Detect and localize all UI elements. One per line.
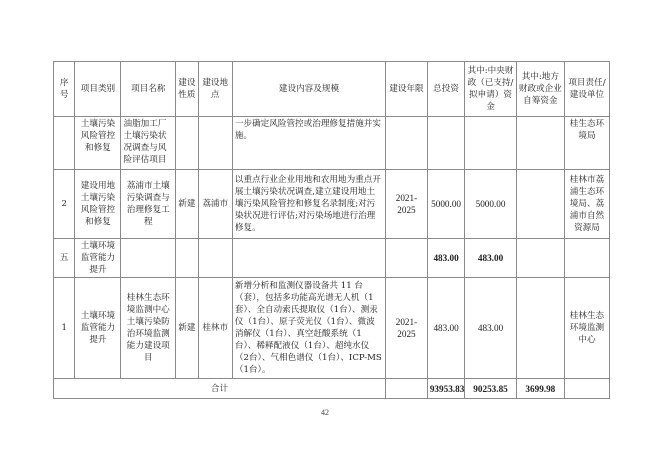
cell-period [386, 239, 428, 278]
cell-local [516, 170, 564, 239]
cell-local [516, 239, 564, 278]
cell-nature [176, 239, 198, 278]
cell-category: 建设用地土壤污染风险管控和修复 [75, 170, 121, 239]
cell-location [198, 117, 232, 170]
total-period [386, 379, 428, 399]
total-label: 合计 [54, 379, 386, 399]
table-row [54, 170, 610, 239]
cell-name: 油脂加工厂土壤污染状况调查与风险评估项目 [121, 117, 176, 170]
cell-unit: 桂林市荔浦生态环境局、荔浦市自然资源局 [564, 170, 609, 239]
cell-content: 新增分析和监测仪器设备共 11 台（套），包括多功能高光谱无人机（1套）、全自动索氏提取仪（1台）、测汞仪（1台）、原子荧光仪（1台）、微波消解仪（1台）、真空赶酸系统（1台）、稀释配液仪（1台）、超纯水仪（2台）、气相色谱仪（1台）、ICP-MS（1台）。 [232, 278, 385, 379]
table-row [54, 239, 610, 278]
header-unit: 项目责任/建设单位 [564, 62, 609, 117]
cell-local [516, 117, 564, 170]
total-central: 90253.85 [465, 379, 516, 399]
cell-nature [176, 117, 198, 170]
header-period: 建设年限 [386, 62, 428, 117]
total-unit [564, 379, 609, 399]
total-investment: 93953.83 [427, 379, 464, 399]
cell-total: 5000.00 [427, 170, 464, 239]
table-row [54, 278, 610, 379]
cell-category: 土壤污染风险管控和修复 [75, 117, 121, 170]
cell-central: 483.00 [465, 278, 516, 379]
cell-period: 2021-2025 [386, 278, 428, 379]
cell-location [198, 239, 232, 278]
cell-seq: 2 [54, 170, 75, 239]
cell-unit [564, 239, 609, 278]
table-header-row [54, 62, 610, 117]
cell-name [121, 239, 176, 278]
total-row [54, 379, 610, 399]
cell-central [465, 117, 516, 170]
header-local: 其中:地方财政或企业自筹资金 [516, 62, 564, 117]
cell-central: 5000.00 [465, 170, 516, 239]
header-total: 总投资 [427, 62, 464, 117]
cell-unit: 桂生态环境局 [564, 117, 609, 170]
cell-seq: 五 [54, 239, 75, 278]
cell-location: 桂林市 [198, 278, 232, 379]
cell-nature: 新建 [176, 170, 198, 239]
project-table [53, 61, 610, 399]
cell-central: 483.00 [465, 239, 516, 278]
table-row [54, 117, 610, 170]
cell-total: 483.00 [427, 239, 464, 278]
cell-content: 以重点行业企业用地和农用地为重点开展土壤污染状况调查,建立建设用地土壤污染风险管控和修复名录制度;对污染状况进行评估;对污染场地进行治理修复。 [232, 170, 385, 239]
cell-category: 土壤环境监管能力提升 [75, 239, 121, 278]
cell-content: 一步确定风险管控或治理修复措施并实施。 [232, 117, 385, 170]
header-name: 项目名称 [121, 62, 176, 117]
cell-nature: 新建 [176, 278, 198, 379]
cell-name: 桂林生态环境监测中心土壤污染防治环境监测能力建设项目 [121, 278, 176, 379]
header-category: 项目类别 [75, 62, 121, 117]
page-number: 42 [321, 408, 329, 417]
cell-period: 2021-2025 [386, 170, 428, 239]
cell-name: 荔浦市土壤污染调查与治理修复工程 [121, 170, 176, 239]
cell-unit: 桂林生态环境监测中心 [564, 278, 609, 379]
cell-total [427, 117, 464, 170]
cell-period [386, 117, 428, 170]
cell-seq: 1 [54, 278, 75, 379]
header-location: 建设地点 [198, 62, 232, 117]
header-central: 其中:中央财政（已支持/拟申请）资金 [465, 62, 516, 117]
cell-category: 土壤环境监管能力提升 [75, 278, 121, 379]
cell-total: 483.00 [427, 278, 464, 379]
total-local: 3699.98 [516, 379, 564, 399]
cell-location: 荔浦市 [198, 170, 232, 239]
cell-content [232, 239, 385, 278]
header-nature: 建设性质 [176, 62, 198, 117]
cell-local [516, 278, 564, 379]
cell-seq [54, 117, 75, 170]
header-seq: 序号 [54, 62, 75, 117]
header-content: 建设内容及规模 [232, 62, 385, 117]
